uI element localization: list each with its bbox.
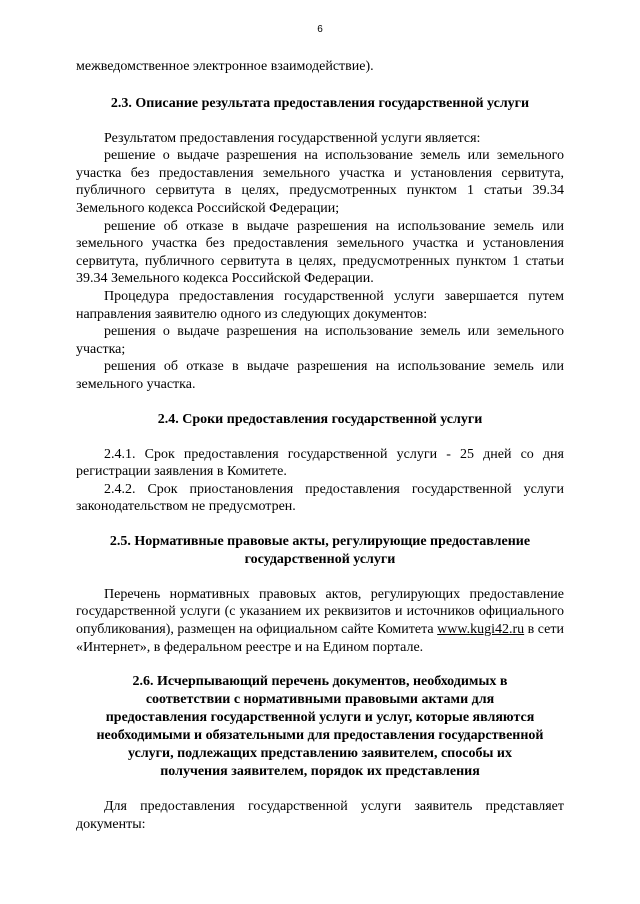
heading-line: 2.5. Нормативные правовые акты, регулирующие предоставление xyxy=(109,533,531,549)
heading-line: услуги, подлежащих представлению заявителем, способы их xyxy=(128,746,512,762)
paragraph: Результатом предоставления государственной услуги является: xyxy=(104,130,481,146)
paragraph: решение о выдаче разрешения на использование земель или земельного участка без предоставления земельного участка и установления сервитута, публичного сервитута в целях, предусмотренных пунктом 1 статьи 39.34 Земельного кодекса Российской Федерации; xyxy=(76,148,564,216)
paragraph: 2.4.1. Срок предоставления государственной услуги - 25 дней со дня регистрации заявления в Комитете. xyxy=(76,446,564,480)
heading-line: необходимыми и обязательными для предоставления государственной xyxy=(96,728,544,744)
page-number: 6 xyxy=(317,24,323,35)
heading-2-5 xyxy=(76,533,564,569)
paragraph: Процедура предоставления государственной услуги завершается путем направления заявителю одного из следующих документов: xyxy=(76,288,564,322)
paragraph: Для предоставления государственной услуги заявитель представляет документы: xyxy=(76,799,564,832)
text: Перечень нормативных правовых актов, регулирующих предоставление государственной услуги (с указанием их реквизитов и источников официального опубликования), размещен на официальном сайте Комитета xyxy=(76,586,564,638)
heading-2-4: 2.4. Сроки предоставления государственной услуги xyxy=(157,411,483,427)
heading-line: предоставления государственной услуги и услуг, которые являются xyxy=(105,710,535,726)
paragraph: решение об отказе в выдаче разрешения на использование земель или земельного участка без предоставления земельного участка и установления сервитута, публичного сервитута в целях, предусмотренных пунктом 1 статьи 39.34 Земельного кодекса Российской Федерации. xyxy=(76,218,564,287)
heading-line: государственной услуги xyxy=(244,551,396,567)
paragraph: 2.4.2. Срок приостановления предоставления государственной услуги законодательством не предусмотрен. xyxy=(76,481,564,515)
heading-2-6 xyxy=(76,673,564,781)
page-content xyxy=(76,58,564,833)
heading-2-3: 2.3. Описание результата предоставления государственной услуги xyxy=(110,95,530,111)
heading-line: соответствии с нормативными правовыми актами для xyxy=(145,692,495,708)
paragraph xyxy=(76,586,564,656)
continuation-line: межведомственное электронное взаимодействие). xyxy=(76,59,374,74)
kugi-site-link[interactable]: www.kugi42.ru xyxy=(437,622,525,638)
text: в сети «Интернет», в федеральном реестре и на Едином портале. xyxy=(76,622,565,655)
heading-line: 2.6. Исчерпывающий перечень документов, необходимых в xyxy=(132,674,508,690)
paragraph: решения об отказе в выдаче разрешения на использование земель или земельного участка. xyxy=(76,359,564,392)
paragraph: решения о выдаче разрешения на использование земель или земельного участка; xyxy=(76,324,564,357)
heading-line: получения заявителем, порядок их представления xyxy=(160,764,480,780)
